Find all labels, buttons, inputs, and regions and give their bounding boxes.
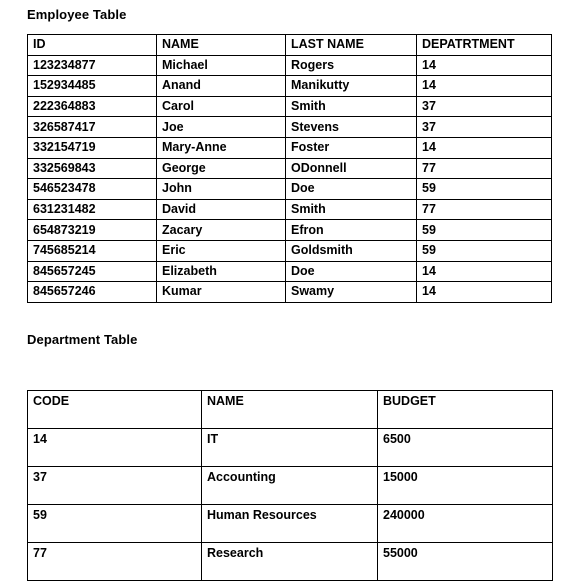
- department-table-header-cell: BUDGET: [378, 391, 553, 429]
- employee-table-cell: Michael: [157, 55, 286, 76]
- employee-table-cell: 14: [417, 261, 552, 282]
- employee-table-cell: 326587417: [28, 117, 157, 138]
- employee-table-cell: George: [157, 158, 286, 179]
- employee-table-cell: ODonnell: [286, 158, 417, 179]
- department-table-cell: 59: [28, 505, 202, 543]
- employee-table-cell: 654873219: [28, 220, 157, 241]
- employee-table-cell: Eric: [157, 240, 286, 261]
- department-table-cell: 15000: [378, 467, 553, 505]
- employee-table: [27, 34, 552, 303]
- employee-table-cell: 14: [417, 76, 552, 97]
- employee-table-cell: Efron: [286, 220, 417, 241]
- employee-table-cell: Anand: [157, 76, 286, 97]
- department-table-cell: 6500: [378, 429, 553, 467]
- employee-table-cell: Joe: [157, 117, 286, 138]
- department-table: [27, 390, 553, 581]
- employee-table-cell: 37: [417, 117, 552, 138]
- employee-table-cell: 745685214: [28, 240, 157, 261]
- employee-table-cell: Smith: [286, 199, 417, 220]
- employee-table-cell: 14: [417, 137, 552, 158]
- department-table-row: [28, 467, 553, 505]
- employee-table-header-cell: ID: [28, 35, 157, 56]
- employee-table-cell: Stevens: [286, 117, 417, 138]
- department-table-cell: 77: [28, 543, 202, 581]
- employee-table-header-cell: LAST NAME: [286, 35, 417, 56]
- employee-table-row: [28, 137, 552, 158]
- employee-table-cell: 631231482: [28, 199, 157, 220]
- employee-table-cell: 37: [417, 96, 552, 117]
- employee-table-cell: Foster: [286, 137, 417, 158]
- department-table-header-cell: NAME: [202, 391, 378, 429]
- employee-table-cell: 332569843: [28, 158, 157, 179]
- employee-table-cell: 152934485: [28, 76, 157, 97]
- employee-table-cell: 14: [417, 55, 552, 76]
- employee-table-cell: 845657246: [28, 282, 157, 303]
- employee-table-cell: Kumar: [157, 282, 286, 303]
- employee-table-cell: 59: [417, 179, 552, 200]
- department-table-header-cell: CODE: [28, 391, 202, 429]
- employee-table-cell: Rogers: [286, 55, 417, 76]
- employee-table-row: [28, 240, 552, 261]
- employee-table-cell: Zacary: [157, 220, 286, 241]
- department-table-header-row: [28, 391, 553, 429]
- department-table-cell: 240000: [378, 505, 553, 543]
- employee-table-cell: Swamy: [286, 282, 417, 303]
- employee-table-cell: John: [157, 179, 286, 200]
- employee-table-cell: 546523478: [28, 179, 157, 200]
- employee-table-header-cell: NAME: [157, 35, 286, 56]
- department-table-cell: 14: [28, 429, 202, 467]
- department-table-cell: Research: [202, 543, 378, 581]
- department-table-cell: IT: [202, 429, 378, 467]
- employee-table-row: [28, 199, 552, 220]
- employee-table-cell: 332154719: [28, 137, 157, 158]
- employee-table-cell: Mary-Anne: [157, 137, 286, 158]
- employee-table-cell: Doe: [286, 261, 417, 282]
- employee-table-cell: Doe: [286, 179, 417, 200]
- employee-table-cell: David: [157, 199, 286, 220]
- employee-table-cell: 222364883: [28, 96, 157, 117]
- employee-table-header-cell: DEPATRTMENT: [417, 35, 552, 56]
- employee-table-row: [28, 158, 552, 179]
- employee-table-cell: 77: [417, 158, 552, 179]
- department-table-row: [28, 543, 553, 581]
- employee-table-cell: 77: [417, 199, 552, 220]
- employee-table-title: Employee Table: [27, 7, 127, 22]
- employee-table-row: [28, 220, 552, 241]
- employee-table-cell: Elizabeth: [157, 261, 286, 282]
- department-table-row: [28, 429, 553, 467]
- employee-table-cell: 14: [417, 282, 552, 303]
- employee-table-cell: Carol: [157, 96, 286, 117]
- employee-table-cell: Goldsmith: [286, 240, 417, 261]
- employee-table-cell: 59: [417, 240, 552, 261]
- department-table-title: Department Table: [27, 332, 138, 347]
- employee-table-row: [28, 282, 552, 303]
- employee-table-row: [28, 261, 552, 282]
- employee-table-cell: Smith: [286, 96, 417, 117]
- employee-table-header-row: [28, 35, 552, 56]
- department-table-cell: 37: [28, 467, 202, 505]
- employee-table-cell: 59: [417, 220, 552, 241]
- department-table-row: [28, 505, 553, 543]
- employee-table-cell: Manikutty: [286, 76, 417, 97]
- employee-table-row: [28, 179, 552, 200]
- department-table-cell: Human Resources: [202, 505, 378, 543]
- employee-table-row: [28, 55, 552, 76]
- department-table-cell: 55000: [378, 543, 553, 581]
- employee-table-row: [28, 117, 552, 138]
- employee-table-cell: 123234877: [28, 55, 157, 76]
- employee-table-row: [28, 76, 552, 97]
- department-table-cell: Accounting: [202, 467, 378, 505]
- employee-table-cell: 845657245: [28, 261, 157, 282]
- employee-table-row: [28, 96, 552, 117]
